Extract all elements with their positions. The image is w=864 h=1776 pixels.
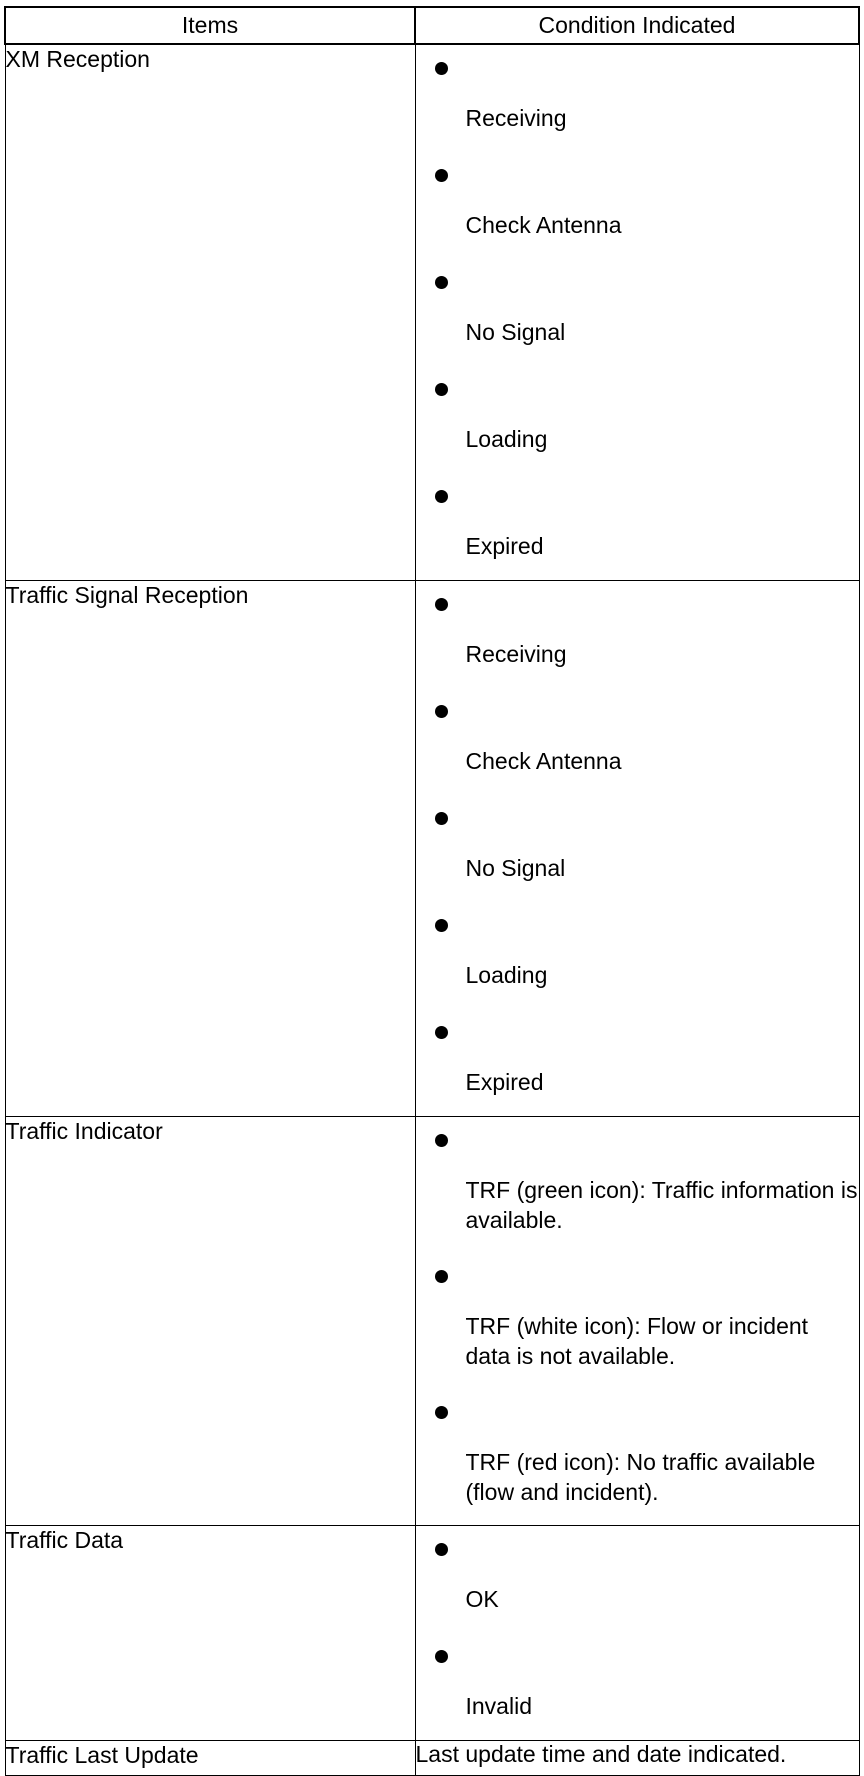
condition-text: TRF (green icon): Traffic information is available. <box>465 1177 858 1233</box>
condition-text: Loading <box>465 426 548 452</box>
bullet-icon <box>435 598 448 611</box>
bullet-icon <box>435 383 448 396</box>
bullet-icon <box>435 169 448 182</box>
bullet-icon <box>435 1543 448 1556</box>
condition-cell <box>415 581 859 1117</box>
header-condition-indicated: Condition Indicated <box>415 7 859 44</box>
bullet-icon <box>435 1406 448 1419</box>
item-cell: XM Reception <box>5 44 415 581</box>
condition-text: Expired <box>465 1069 544 1095</box>
bullet-icon <box>435 1650 448 1663</box>
item-cell: Traffic Last Update <box>5 1741 415 1776</box>
condition-text: Invalid <box>465 1693 532 1719</box>
list-item <box>416 1526 859 1633</box>
list-item <box>416 581 859 688</box>
condition-list <box>416 581 859 1116</box>
condition-text: TRF (white icon): Flow or incident data is not available. <box>465 1313 809 1369</box>
condition-text: No Signal <box>465 855 566 881</box>
header-items: Items <box>5 7 415 44</box>
condition-text: Check Antenna <box>465 748 622 774</box>
condition-text: Loading <box>465 962 548 988</box>
list-item <box>416 473 859 580</box>
condition-cell <box>415 44 859 581</box>
condition-table <box>4 6 860 1776</box>
list-item <box>416 1253 859 1389</box>
condition-text: Receiving <box>465 105 567 131</box>
item-cell: Traffic Indicator <box>5 1117 415 1526</box>
condition-cell <box>415 1526 859 1741</box>
table-row-traffic-indicator <box>5 1117 859 1526</box>
list-item <box>416 1009 859 1116</box>
condition-list <box>416 45 859 580</box>
table-row-traffic-data <box>5 1526 859 1741</box>
bullet-icon <box>435 919 448 932</box>
item-cell: Traffic Data <box>5 1526 415 1741</box>
condition-text: OK <box>465 1586 499 1612</box>
list-item <box>416 688 859 795</box>
item-cell: Traffic Signal Reception <box>5 581 415 1117</box>
bullet-icon <box>435 490 448 503</box>
bullet-icon <box>435 276 448 289</box>
table-row-traffic-signal-reception <box>5 581 859 1117</box>
bullet-icon <box>435 62 448 75</box>
list-item <box>416 1633 859 1740</box>
condition-text: Expired <box>465 533 544 559</box>
condition-text: Receiving <box>465 641 567 667</box>
bullet-icon <box>435 705 448 718</box>
condition-cell <box>415 1117 859 1526</box>
condition-text: Check Antenna <box>465 212 622 238</box>
list-item <box>416 366 859 473</box>
table-row-traffic-last-update <box>5 1741 859 1776</box>
condition-text: No Signal <box>465 319 566 345</box>
condition-list <box>416 1117 859 1525</box>
list-item <box>416 152 859 259</box>
condition-text: TRF (red icon): No traffic available (flow and incident). <box>465 1449 816 1505</box>
header-row <box>5 7 859 44</box>
bullet-icon <box>435 1134 448 1147</box>
list-item <box>416 902 859 1009</box>
list-item <box>416 259 859 366</box>
condition-cell: Last update time and date indicated. <box>415 1741 859 1776</box>
bullet-icon <box>435 812 448 825</box>
list-item <box>416 1389 859 1525</box>
bullet-icon <box>435 1026 448 1039</box>
table-row-xm-reception <box>5 44 859 581</box>
list-item <box>416 45 859 152</box>
bullet-icon <box>435 1270 448 1283</box>
list-item <box>416 1117 859 1253</box>
condition-list <box>416 1526 859 1740</box>
list-item <box>416 795 859 902</box>
